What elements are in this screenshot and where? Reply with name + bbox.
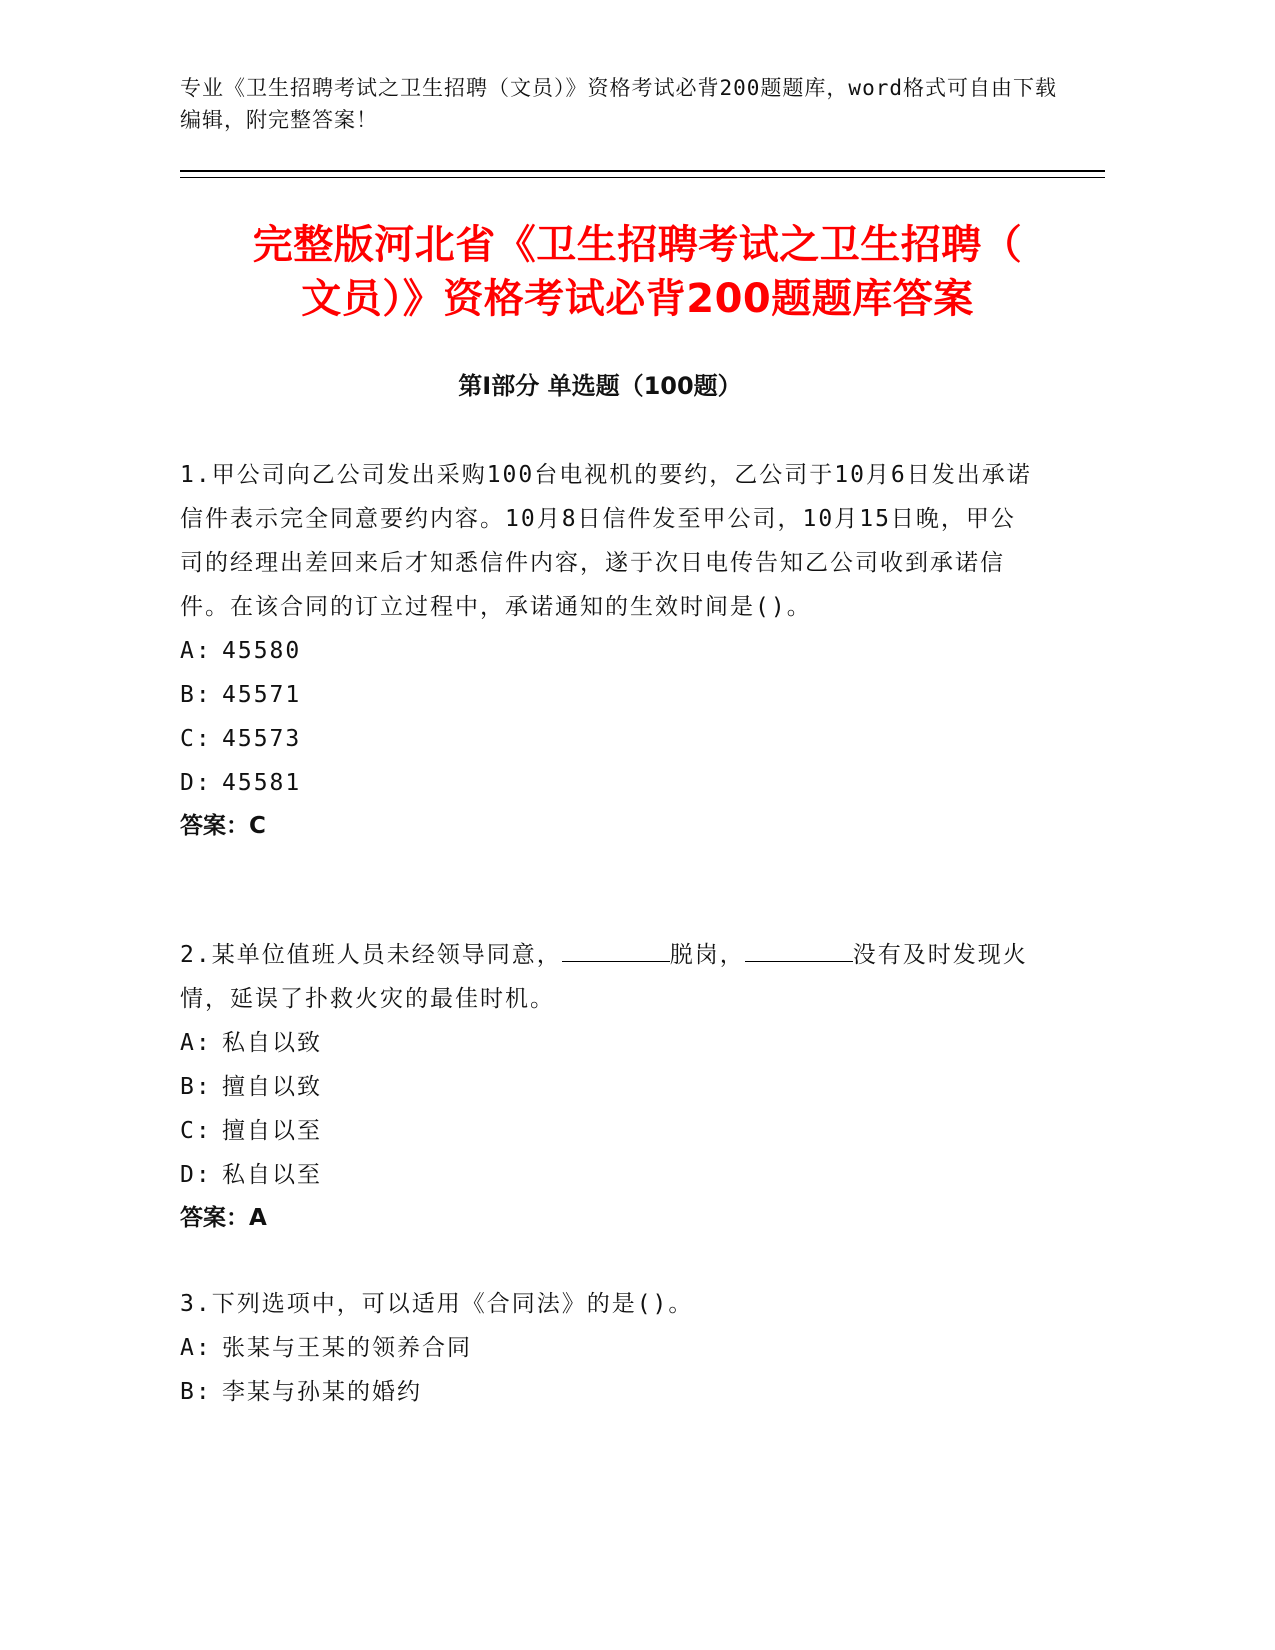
option-letter: A: [180,638,212,664]
header-rule-thin [180,177,1105,178]
option-text: 擅自以至 [222,1118,322,1144]
option-letter: D: [180,770,212,796]
option-letter: B: [180,682,212,708]
header-note: 专业《卫生招聘考试之卫生招聘（文员）》资格考试必背200题题库，word格式可自由下载编辑，附完整答案！ [180,76,1057,132]
option-c [180,717,1040,761]
stem-part-1: 2.某单位值班人员未经领导同意， [180,942,562,968]
stem-part-2: 脱岗， [669,942,745,968]
option-a [180,629,1040,673]
option-letter: A: [180,1030,212,1056]
option-d [180,1153,1040,1197]
question-stem [180,933,1040,1021]
option-letter: A: [180,1335,212,1361]
option-letter: D: [180,1162,212,1188]
option-text: 擅自以致 [222,1074,322,1100]
title-line-2: 文员）》资格考试必背200题题库答案 [301,276,974,322]
option-letter: C: [180,1118,212,1144]
option-text: 45580 [222,638,302,664]
document-title [140,218,1135,326]
question-1 [180,453,1040,847]
option-a [180,1326,1040,1370]
title-line-1: 完整版河北省《卫生招聘考试之卫生招聘（ [252,222,1023,268]
section-title: 第Ⅰ部分 单选题（100题） [458,372,742,400]
option-a [180,1021,1040,1065]
question-stem: 1.甲公司向乙公司发出采购100台电视机的要约，乙公司于10月6日发出承诺信件表示完全同意要约内容。10月8日信件发至甲公司，10月15日晚，甲公司的经理出差回来后才知悉信件内容，遂于次日电传告知乙公司收到承诺信件。在该合同的订立过程中，承诺通知的生效时间是()。 [180,462,1032,620]
question-3 [180,1282,1040,1414]
option-text: 私自以至 [222,1162,322,1188]
option-text: 45571 [222,682,302,708]
header-rule-thick [180,170,1105,172]
fill-blank-1 [562,939,670,962]
option-d [180,761,1040,805]
option-b [180,1370,1040,1414]
stem-part-3: 没有及时发现火情，延误了扑救火灾的最佳时机。 [180,942,1028,1012]
option-c [180,1109,1040,1153]
option-text: 45581 [222,770,302,796]
answer: 答案：A [180,1205,267,1231]
answer: 答案：C [180,813,266,839]
option-letter: B: [180,1379,212,1405]
option-text: 私自以致 [222,1030,322,1056]
option-text: 45573 [222,726,302,752]
option-b [180,1065,1040,1109]
option-letter: C: [180,726,212,752]
fill-blank-2 [745,939,853,962]
option-letter: B: [180,1074,212,1100]
question-2 [180,933,1040,1239]
option-b [180,673,1040,717]
option-text: 李某与孙某的婚约 [222,1379,422,1405]
option-text: 张某与王某的领养合同 [222,1335,472,1361]
question-stem: 3.下列选项中，可以适用《合同法》的是()。 [180,1291,694,1317]
